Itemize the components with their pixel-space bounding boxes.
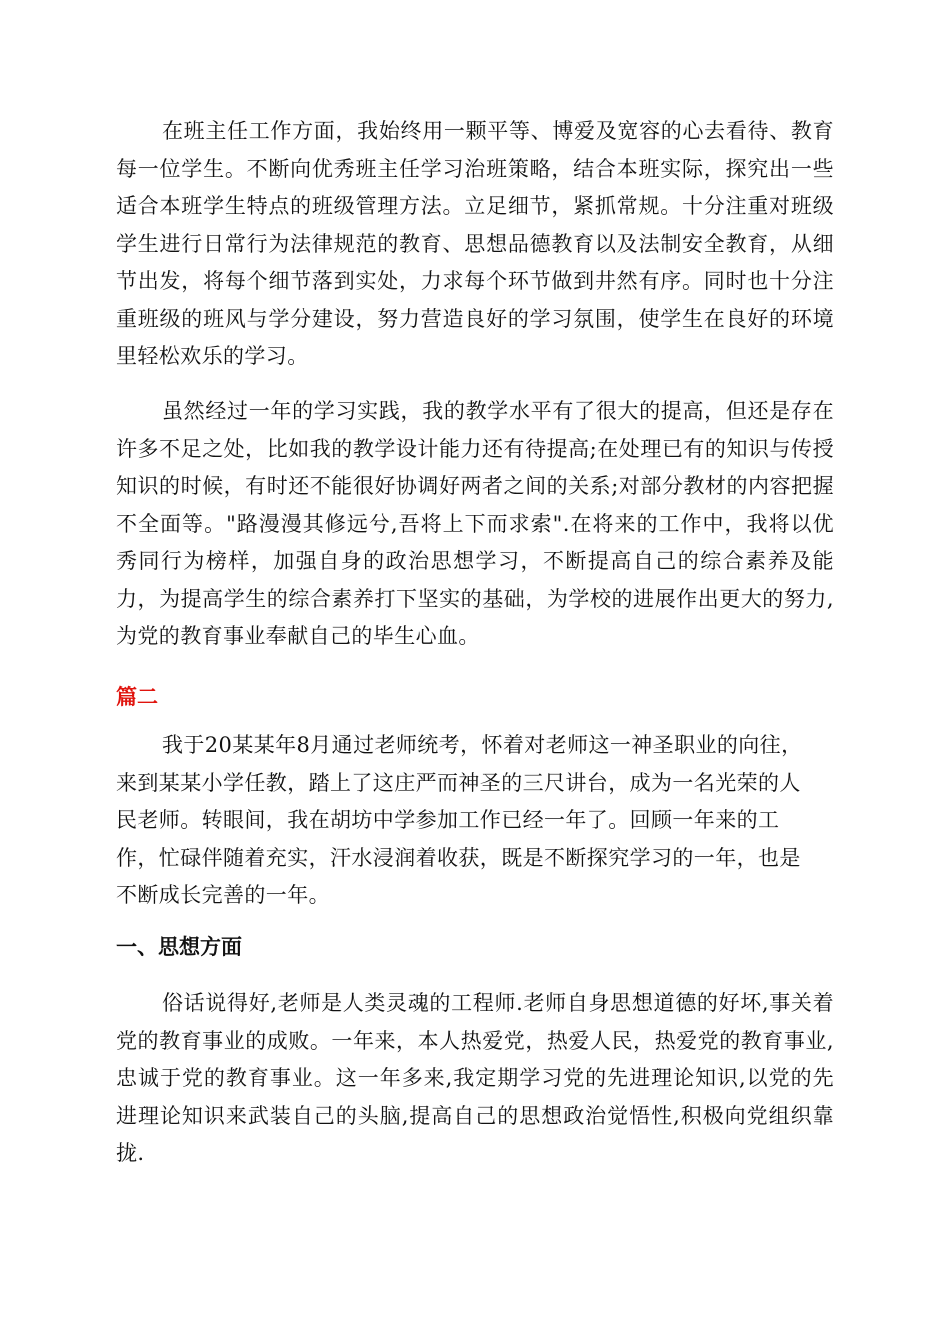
body-paragraph: 俗话说得好,老师是人类灵魂的工程师.老师自身思想道德的好坏,事关着党的教育事业的成败。一年来，本人热爱党，热爱人民，热爱党的教育事业,忠诚于党的教育事业。这一年多来,我定期学习党的先进理论知识,以党的先进理论知识来武装自己的头脑,提高自己的思想政治觉悟性,积极向党组织靠拢. [116,991,834,1165]
body-paragraph: 我于20某某年8月通过老师统考，怀着对老师这一神圣职业的向往，来到某某小学任教，踏上了这庄严而神圣的三尺讲台，成为一名光荣的人民老师。转眼间，我在胡坊中学参加工作已经一年了。回顾一年来的工作，忙碌伴随着充实，汗水浸润着收获，既是不断探究学习的一年，也是不断成长完善的一年。 [116,733,803,907]
subsection-heading: 一、思想方面 [116,935,242,959]
section-heading: 篇二 [116,685,158,709]
body-paragraph: 虽然经过一年的学习实践，我的教学水平有了很大的提高，但还是存在许多不足之处，比如我的教学设计能力还有待提高;在处理已有的知识与传授知识的时候，有时还不能很好协调好两者之间的关系;对部分教材的内容把握不全面等。"路漫漫其修远兮,吾将上下而求索".在将来的工作中，我将以优秀同行为榜样，加强自身的政治思想学习，不断提高自己的综合素养及能力，为提高学生的综合素养打下坚实的基础，为学校的进展作出更大的努力,为党的教育事业奉献自己的毕生心血。 [116,399,834,648]
body-paragraph: 在班主任工作方面，我始终用一颗平等、博爱及宽容的心去看待、教育每一位学生。不断向优秀班主任学习治班策略，结合本班实际，探究出一些适合本班学生特点的班级管理方法。立足细节，紧抓常规。十分注重对班级学生进行日常行为法律规范的教育、思想品德教育以及法制安全教育，从细节出发，将每个细节落到实处，力求每个环节做到井然有序。同时也十分注重班级的班风与学分建设，努力营造良好的学习氛围，使学生在良好的环境里轻松欢乐的学习。 [116,119,834,368]
